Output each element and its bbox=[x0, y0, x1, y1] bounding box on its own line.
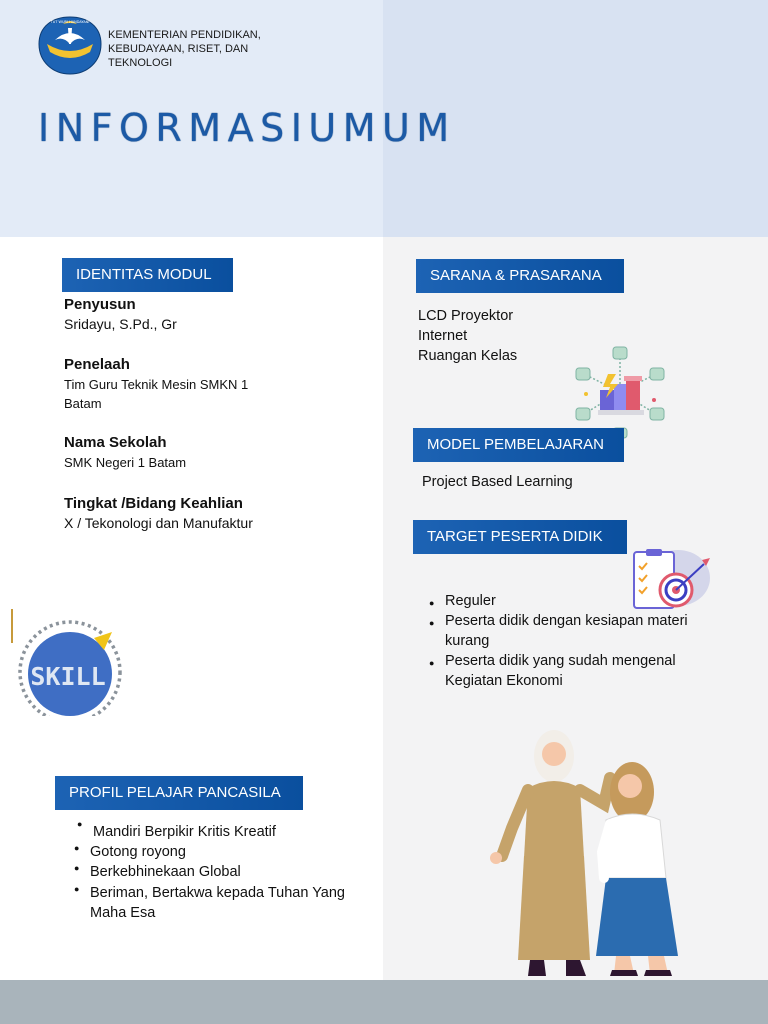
sarana-item: Internet bbox=[418, 328, 468, 344]
profil-item-text: Beriman, Bertakwa kepada Tuhan Yang bbox=[90, 885, 345, 901]
target-heading: TARGET PESERTA DIDIK bbox=[413, 520, 627, 554]
list-item: ● Reguler bbox=[429, 593, 496, 609]
footer-band bbox=[0, 980, 768, 1024]
tingkat-label: Tingkat /Bidang Keahlian bbox=[64, 495, 243, 512]
ministry-line: KEBUDAYAAN, RISET, DAN bbox=[108, 43, 249, 55]
penelaah-value-cont: Batam bbox=[64, 396, 102, 411]
sekolah-value: SMK Negeri 1 Batam bbox=[64, 455, 187, 470]
list-item-continuation bbox=[445, 631, 688, 651]
model-value: Project Based Learning bbox=[422, 474, 573, 490]
logo-motto: TUT WURI HANDAYANI bbox=[50, 20, 90, 24]
ministry-line: TEKNOLOGI bbox=[108, 57, 173, 69]
teacher-student-illustration bbox=[482, 728, 686, 982]
sarana-list bbox=[418, 306, 517, 366]
skill-text: SKILL bbox=[30, 662, 106, 691]
target-item-text: kurang bbox=[445, 633, 490, 649]
profil-heading: PROFIL PELAJAR PANCASILA bbox=[55, 776, 303, 810]
target-item-text: Peserta didik yang sudah mengenal bbox=[445, 653, 676, 669]
sekolah-block bbox=[64, 433, 186, 472]
list-item-continuation bbox=[90, 903, 345, 923]
penyusun-value: Sridayu, S.Pd., Gr bbox=[64, 316, 177, 332]
profil-item-text: Berkebhinekaan Global bbox=[90, 864, 241, 880]
target-list bbox=[429, 591, 688, 691]
list-item-continuation bbox=[445, 671, 688, 691]
profil-item-text: Mandiri Berpikir Kritis Kreatif bbox=[93, 824, 276, 840]
sarana-item: Ruangan Kelas bbox=[418, 348, 518, 364]
target-item-text: Kegiatan Ekonomi bbox=[445, 673, 563, 689]
model-heading: MODEL PEMBELAJARAN bbox=[413, 428, 624, 462]
list-item: ● Mandiri Berpikir Kritis Kreatif bbox=[77, 819, 276, 840]
ministry-line: KEMENTERIAN PENDIDIKAN, bbox=[108, 29, 261, 41]
skill-badge-icon bbox=[12, 618, 128, 716]
tut-wuri-handayani-logo bbox=[35, 14, 105, 78]
penelaah-label: Penelaah bbox=[64, 356, 130, 373]
penelaah-block bbox=[64, 355, 248, 413]
target-item-text: Peserta didik dengan kesiapan materi bbox=[445, 613, 688, 629]
list-item: ● Peserta didik yang sudah mengenal bbox=[429, 653, 676, 669]
sarana-item: LCD Proyektor bbox=[418, 308, 514, 324]
target-item-text: Reguler bbox=[445, 593, 496, 609]
penyusun-block bbox=[64, 295, 177, 334]
list-item: ● Berkebhinekaan Global bbox=[74, 863, 241, 880]
penelaah-value: Tim Guru Teknik Mesin SMKN 1 bbox=[64, 377, 249, 392]
profil-item-text: Maha Esa bbox=[90, 905, 156, 921]
identitas-heading: IDENTITAS MODUL bbox=[62, 258, 233, 292]
tingkat-block bbox=[64, 494, 253, 533]
ministry-name bbox=[108, 28, 278, 70]
penyusun-label: Penyusun bbox=[64, 296, 136, 313]
infrastructure-network-icon bbox=[572, 344, 668, 440]
profil-item-text: Gotong royong bbox=[90, 844, 186, 860]
sarana-heading: SARANA & PRASARANA bbox=[416, 259, 624, 293]
list-item: ● Beriman, Bertakwa kepada Tuhan Yang bbox=[74, 884, 345, 901]
page-title: INFORMASIUMUM bbox=[38, 106, 456, 150]
sekolah-label: Nama Sekolah bbox=[64, 434, 167, 451]
profil-list bbox=[74, 819, 345, 923]
list-item: ● Gotong royong bbox=[74, 843, 186, 860]
tingkat-value: X / Tekonologi dan Manufaktur bbox=[64, 515, 253, 531]
list-item: ● Peserta didik dengan kesiapan materi bbox=[429, 613, 688, 629]
